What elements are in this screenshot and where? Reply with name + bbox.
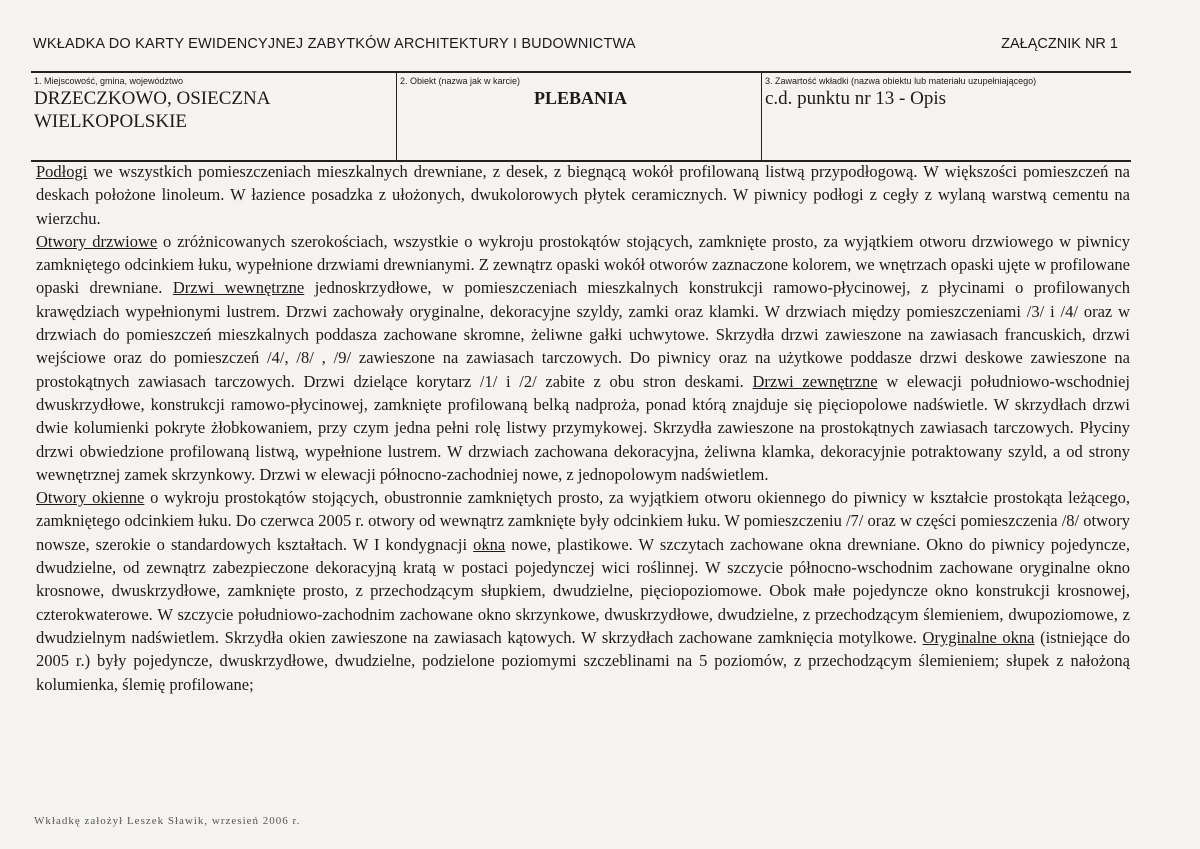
footer-note: Wkładkę założył Leszek Sławik, wrzesień 2006 r. bbox=[34, 815, 301, 827]
windows-word: okna bbox=[473, 534, 506, 554]
windows-paragraph bbox=[36, 486, 1130, 696]
object-cell bbox=[397, 73, 762, 160]
header-form-table bbox=[31, 71, 1131, 162]
contents-cell bbox=[762, 73, 1131, 160]
windows-text-2: nowe, plastikowe. W szczytach zachowane okna drewniane. Okno do piwnicy pojedyncze, dwudzielne, od zewnątrz zabezpieczone dekoracyjną kratą w postaci pojedynczej wici roślinnej. W szczycie północno-wschodnim zachowane oryginalne okno krosnowe, dwuskrzydłowe, zamknięte prosto, z przechodzącym słupkiem, dwudzielne, pięciopoziomowe. Obok małe pojedyncze okno konstrukcji krosnowej, czterokwaterowe. W szczycie południowo-zachodnim zachowane okno skrzynkowe, dwuskrzydłowe, dwudzielne, z przechodzącym ślemieniem, dwupoziomowe, z dwudzielnym nadświetlem. Skrzydła okien zawieszone na zawiasach kątowych. W skrzydłach zachowane zamknięcia motylkowe. bbox=[36, 534, 1130, 647]
doors-text-3: w elewacji południowo-wschodniej dwuskrzydłowe, konstrukcji ramowo-płycinowej, zamknięte profilowaną belką nadproża, ponad którą znajduje się pięciopolowe nadświetle. W skrzydłach drzwi dwie kolumienki pokryte żłobkowaniem, przy czym jedna pełni rolę listwy przymykowej. Skrzydła zawieszone na prostokątnych zawiasach tarczowych. Płyciny drzwi obwiedzione profilowaną listwą, wypełnione lustrem. W drzwiach zachowana dekoracyjna, żeliwna klamka, dekoracyjnie potraktowany szyld, a od strony wewnętrznej zamek skrzynkowy. Drzwi w elewacji północno-zachodniej nowe, z jednopolowym nadświetlem. bbox=[36, 371, 1130, 484]
description-body bbox=[36, 160, 1130, 696]
location-label: 1. Miejscowość, gmina, województwo bbox=[34, 76, 184, 86]
contents-label: 3. Zawartość wkładki (nazwa obiektu lub materiału uzupełniającego) bbox=[765, 76, 1037, 86]
doors-paragraph bbox=[36, 230, 1130, 486]
floors-paragraph bbox=[36, 160, 1130, 230]
doors-text-2: jednoskrzydłowe, w pomieszczeniach mieszkalnych konstrukcji ramowo-płycinowej, z płycinami o profilowanych krawędziach wypełnionymi lustrem. Drzwi zachowały oryginalne, dekoracyjne szyldy, zamki oraz klamki. W drzwiach między pomieszczeniami /3/ i /4/ oraz w drzwiach do pomieszczeń mieszkalnych poddasza zachowane skromne, żeliwne gałki uchwytowe. Skrzydła drzwi zawieszone na zawiasach francuskich, drzwi wejściowe oraz do pomieszczeń /4/, /8/ , /9/ zawieszone na zawiasach tarczowych. Do piwnicy oraz na użytkowe poddasze drzwi deskowe zawieszone na prostokątnych zawiasach tarczowych. Drzwi dzielące korytarz /1/ i /2/ zabite z obu stron deskami. bbox=[36, 278, 1130, 391]
floors-heading: Podłogi bbox=[36, 162, 88, 181]
location-cell bbox=[31, 73, 397, 160]
location-value: DRZECZKOWO, OSIECZNA WIELKOPOLSKIE bbox=[34, 88, 270, 132]
doors-text-1: o zróżnicowanych szerokościach, wszystkie o wykroju prostokątów stojących, zamknięte prosto, za wyjątkiem otworu drzwiowego w piwnicy zamkniętego odcinkiem łuku, wypełnione drzwiami drewnianymi. Z zewnątrz opaski wokół otworów zaznaczone kolorem, we wnętrzach opaski ujęte w profilowane opaski drewniane. bbox=[36, 231, 1131, 298]
windows-text-3: (istniejące do 2005 r.) były pojedyncze, dwuskrzydłowe, dwudzielne, podzielone poziomymi szczeblinami na 5 poziomów, z przechodzącym ślemieniem; słupek z nałożoną kolumienka, ślemię profilowane; bbox=[36, 627, 1130, 694]
windows-text-1: o wykroju prostokątów stojących, obustronnie zamkniętych prosto, za wyjątkiem otworu okiennego do piwnicy w kształcie prostokąta leżącego, zamkniętego odcinkiem łuku. Do czerwca 2005 r. otwory od wewnątrz zamknięte były odcinkiem łuku. W pomieszczeniu /7/ oraz w części pomieszczenia /8/ otwory nowsze, szerokie o standardowych kształtach. W I kondygnacji bbox=[36, 488, 1130, 554]
inner-doors-heading: Drzwi wewnętrzne bbox=[172, 278, 305, 298]
floors-text: we wszystkich pomieszczeniach mieszkalnych drewniane, z desek, z biegnącą wokół profilowaną listwą przypodłogową. W większości pomieszczeń na deskach położone linoleum. W łazience posadzka z ułożonych, dwukolorowych płytek ceramicznych. W piwnicy podłogi z cegły z wylaną warstwą cementu na wierzchu. bbox=[36, 162, 1130, 228]
object-value: PLEBANIA bbox=[533, 88, 627, 108]
attachment-number: ZAŁĄCZNIK NR 1 bbox=[1001, 36, 1118, 52]
orig-windows-heading: Oryginalne okna bbox=[922, 627, 1035, 647]
outer-doors-heading: Drzwi zewnętrzne bbox=[752, 371, 878, 391]
document-title: WKŁADKA DO KARTY EWIDENCYJNEJ ZABYTKÓW ARCHITEKTURY I BUDOWNICTWA bbox=[33, 36, 636, 52]
doors-heading: Otwory drzwiowe bbox=[36, 231, 158, 251]
windows-heading: Otwory okienne bbox=[36, 488, 145, 508]
contents-value: c.d. punktu nr 13 - Opis bbox=[765, 88, 947, 109]
object-label: 2. Obiekt (nazwa jak w karcie) bbox=[400, 76, 521, 86]
